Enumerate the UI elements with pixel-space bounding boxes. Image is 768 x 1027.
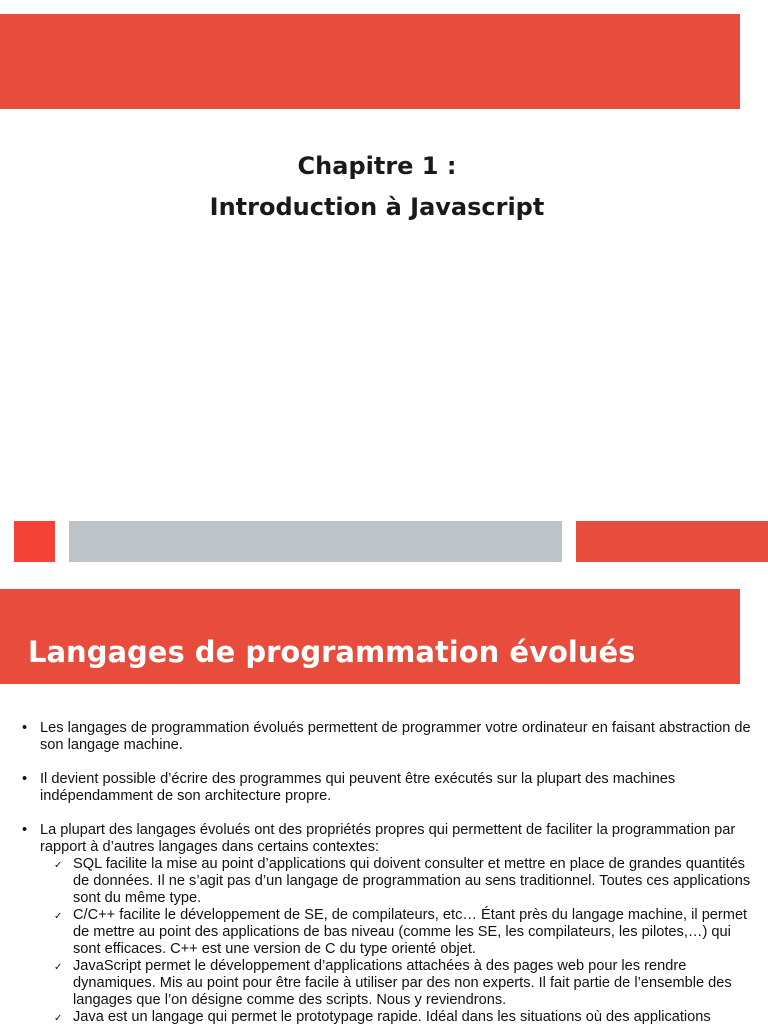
checkmark-icon: ✓ (54, 860, 63, 871)
sub-bullet-item (0, 856, 768, 907)
top-banner (0, 14, 740, 109)
slide-title: Langages de programmation évolués (28, 635, 636, 669)
decorative-red-bar (576, 521, 768, 562)
bullet-item (0, 822, 768, 856)
sub-bullet-text: SQL facilite la mise au point d’applications qui doivent consulter et mettre en place de grandes quantités de données. Il ne s’agit pas d’un langage de programmation au sens traditionnel. Toutes ces applications sont du même type. (73, 856, 751, 906)
chapter-title-line-1: Chapitre 1 : (297, 152, 457, 180)
bullet-item (0, 771, 768, 805)
decorative-gray-bar (69, 521, 562, 562)
sub-bullet-item (0, 907, 768, 958)
bullet-text: Il devient possible d’écrire des programmes qui peuvent être exécutés sur la plupart des machines indépendamment de son architecture propre. (40, 771, 676, 804)
bullet-text: Les langages de programmation évolués permettent de programmer votre ordinateur en faisant abstraction de son langage machine. (40, 720, 751, 753)
bullet-dot-icon: • (22, 720, 28, 736)
decorative-red-square (14, 521, 55, 562)
checkmark-icon: ✓ (54, 962, 63, 973)
slide-content (0, 720, 768, 1026)
sub-bullet-item (0, 958, 768, 1009)
bullet-dot-icon: • (22, 822, 28, 838)
bullet-text: La plupart des langages évolués ont des propriétés propres qui permettent de faciliter la programmation par rapport à d’autres langages dans certains contextes: (40, 822, 736, 855)
sub-bullet-text: JavaScript permet le développement d’applications attachées à des pages web pour les rendre dynamiques. Mis au point pour être facile à utiliser par des non experts. Il fait partie de l’ensemble des langages que l’on désigne comme des scripts. Nous y reviendrons. (73, 958, 732, 1008)
chapter-title (0, 146, 754, 228)
sub-bullet-item (0, 1009, 768, 1026)
bullet-item (0, 720, 768, 754)
checkmark-icon: ✓ (54, 911, 63, 922)
sub-bullet-text: Java est un langage qui permet le prototypage rapide. Idéal dans les situations où des applications (73, 1009, 711, 1025)
checkmark-icon: ✓ (54, 1013, 63, 1024)
chapter-title-line-2: Introduction à Javascript (209, 193, 545, 221)
bullet-dot-icon: • (22, 771, 28, 787)
sub-bullet-text: C/C++ facilite le développement de SE, de compilateurs, etc… Étant près du langage machine, il permet de mettre au point des applications de bas niveau (comme les SE, les compilateurs, les pilotes,…) qui sont efficaces. C++ est une version de C du type orienté objet. (73, 907, 748, 957)
